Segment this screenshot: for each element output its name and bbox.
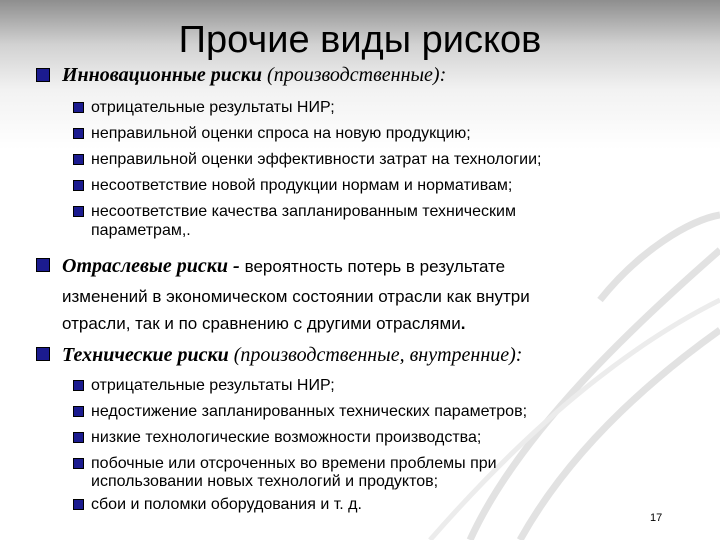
- section-industry-heading: [62, 252, 702, 281]
- square-bullet-icon: [36, 258, 50, 272]
- section-industry-text: отрасли, так и по сравнению с другими отраслями: [62, 314, 461, 333]
- square-bullet-icon: [73, 458, 84, 469]
- list-item: несоответствие новой продукции нормам и нормативам;: [91, 177, 513, 194]
- square-bullet-icon: [73, 180, 84, 191]
- square-bullet-icon: [73, 499, 84, 510]
- square-bullet-icon: [73, 154, 84, 165]
- section-industry-line: [62, 309, 702, 338]
- list-item: сбои и поломки оборудования и т. д.: [91, 496, 362, 513]
- slide-title: Прочие виды рисков: [178, 19, 542, 61]
- section-technical-heading: [62, 341, 702, 369]
- page-number: 17: [650, 512, 663, 524]
- square-bullet-icon: [73, 380, 84, 391]
- section-technical-note: (производственные, внутренние):: [228, 344, 523, 366]
- list-item: несоответствие качества запланированным техническим: [91, 203, 516, 220]
- square-bullet-icon: [73, 102, 84, 113]
- list-item-continuation: использовании новых технологий и продуктов;: [91, 473, 439, 490]
- list-item: побочные или отсроченных во времени проблемы при: [91, 455, 497, 472]
- section-innovation-title: Инновационные риски: [62, 64, 263, 86]
- section-innovation-heading: [62, 61, 702, 89]
- list-item: отрицательные результаты НИР;: [91, 377, 335, 394]
- square-bullet-icon: [73, 432, 84, 443]
- list-item: отрицательные результаты НИР;: [91, 99, 335, 116]
- square-bullet-icon: [73, 406, 84, 417]
- section-innovation-note: (производственные):: [262, 64, 447, 86]
- section-industry-text: вероятность потерь в результате: [244, 257, 506, 276]
- square-bullet-icon: [36, 68, 50, 82]
- list-item-continuation: параметрам,.: [91, 222, 191, 239]
- list-item: неправильной оценки эффективности затрат на технологии;: [91, 151, 542, 168]
- list-item: низкие технологические возможности производства;: [91, 429, 482, 446]
- section-industry-period: .: [460, 314, 466, 333]
- section-industry-title: Отраслевые риски -: [62, 255, 245, 277]
- square-bullet-icon: [73, 206, 84, 217]
- list-item: недостижение запланированных технических параметров;: [91, 403, 528, 420]
- section-technical-title: Технические риски: [62, 344, 229, 366]
- section-industry-text: изменений в экономическом состоянии отрасли как внутри: [62, 287, 530, 306]
- section-industry-line: [62, 282, 702, 311]
- square-bullet-icon: [73, 128, 84, 139]
- list-item: неправильной оценки спроса на новую продукцию;: [91, 125, 471, 142]
- square-bullet-icon: [36, 347, 50, 361]
